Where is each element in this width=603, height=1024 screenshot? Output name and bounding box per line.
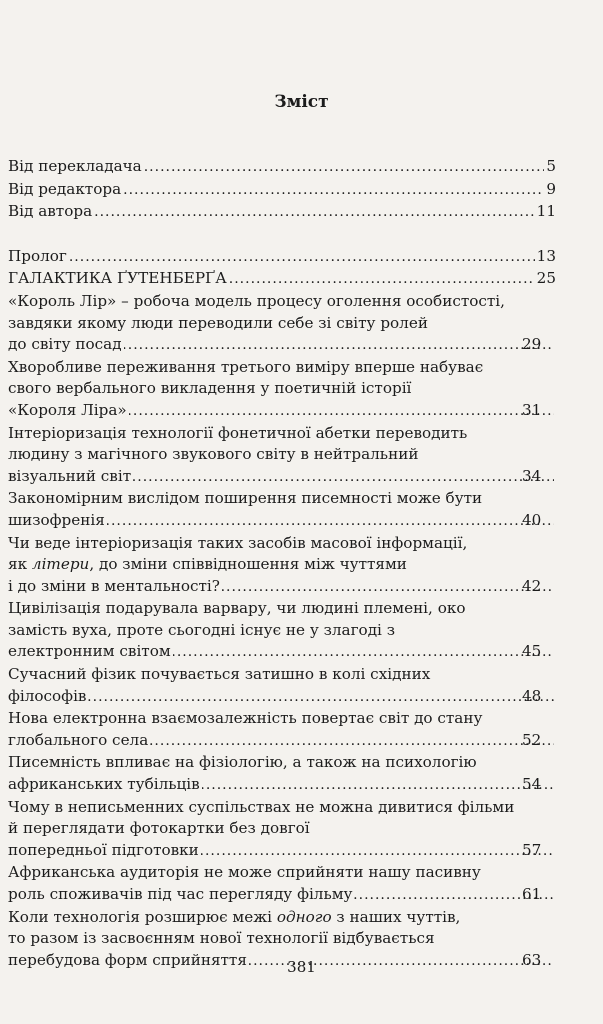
dot-leader	[173, 642, 554, 664]
toc-entry-line: Хворобливе переживання третього виміру вперше набуває	[8, 357, 484, 376]
toc-entry-line: Коли технологія розширює межі одного з наших чуттів,	[8, 907, 461, 926]
toc-entry-last-line: африканських тубільців ..... 54	[42, 774, 556, 797]
toc-entry-last-line	[8, 201, 556, 224]
toc-entry-line: Сучасний фізик почувається затишно в колі східних	[8, 665, 431, 684]
toc-entry	[8, 533, 556, 599]
toc-entry-last-line: попередньої підготовки ..... 57	[42, 840, 556, 863]
toc-entry-title: до світу посад	[8, 335, 122, 354]
toc-entry	[8, 664, 556, 708]
table-of-contents	[8, 156, 556, 972]
toc-entry-line: замість вуха, проте сьогодні існує не у злагоді з	[8, 620, 396, 639]
toc-entry	[8, 201, 556, 224]
toc-entry-line: Нова електронна взаємозалежність повертає світ до стану	[8, 709, 483, 728]
toc-entry-line: то разом із засвоєнням нової технології відбувається	[8, 929, 435, 948]
toc-entry-title: і до зміни в ментальності?	[8, 576, 220, 595]
toc-entry-title: філософів	[8, 686, 87, 705]
toc-entry	[8, 291, 556, 357]
toc-entry-line: свого вербального викладення у поетичній історії	[8, 379, 412, 398]
toc-entry-title: глобального села	[8, 730, 149, 749]
toc-entry-title: роль споживачів під час перегляду фільму	[8, 885, 353, 903]
toc-entry	[8, 156, 556, 179]
toc-entry	[8, 357, 556, 423]
toc-entry-last-line	[8, 246, 556, 269]
toc-entry	[8, 708, 556, 752]
toc-entry-title: Від автора	[8, 202, 93, 221]
dot-leader	[94, 202, 535, 224]
toc-entry-last-line	[8, 156, 556, 179]
toc-entry-last-line: візуальний світ ..... 34	[42, 466, 556, 489]
toc-entry-title: африканських тубільців	[8, 775, 200, 794]
dot-leader	[123, 180, 544, 202]
toc-entry-line: Інтеріоризація технології фонетичної абетки переводить	[8, 423, 468, 442]
toc-entry-title: попередньої підготовки	[8, 840, 199, 859]
toc-entry-line: людину з магічного звукового світу в нейтральний	[8, 445, 419, 464]
toc-entry-title: ГАЛАКТИКА ҐУТЕНБЕРҐА	[8, 269, 227, 288]
toc-entry-last-line	[8, 179, 556, 202]
toc-entry-line: й переглядати фотокартки без довгої	[8, 819, 310, 838]
toc-entry-last-line: роль споживачів під час перегляду фільму ..... 61	[42, 884, 556, 907]
toc-entry-last-line: перебудова форм сприйняття ..... 63	[42, 950, 556, 973]
toc-entry-last-line: до світу посад ..... 29	[42, 334, 556, 357]
toc-entry-line: «Король Лір» – робоча модель процесу оголення особистості,	[8, 291, 505, 310]
toc-entry-last-line: шизофренія ..... 40	[42, 510, 556, 533]
toc-entry-title: візуальний світ	[8, 466, 132, 485]
toc-entry-line: Африканська аудиторія не може сприйняти нашу пасивну	[8, 863, 481, 882]
toc-entry-line: Цивілізація подарувала варвару, чи людині племені, око	[8, 599, 466, 618]
toc-entry-title: перебудова форм сприйняття	[8, 950, 247, 969]
toc-entry-page: 25	[536, 269, 556, 288]
toc-entry	[8, 423, 556, 489]
toc-entry-last-line: філософів ..... 48	[42, 686, 556, 709]
dot-leader	[107, 511, 554, 533]
toc-entry	[8, 797, 556, 863]
toc-entry-page: 9	[546, 179, 556, 198]
toc-entry-title: Від перекладача	[8, 157, 142, 175]
toc-entry-last-line: глобального села ..... 52	[42, 730, 556, 753]
dot-leader	[229, 269, 535, 291]
toc-entry-last-line	[8, 268, 556, 291]
toc-entry	[8, 246, 556, 269]
toc-entry-last-line: електронним світом ..... 45	[42, 641, 556, 664]
dot-leader	[150, 731, 554, 753]
toc-entry	[8, 268, 556, 291]
toc-entry-line: як літери, до зміни співвідношення між чуттями	[8, 555, 407, 574]
toc-entry-title: Пролог	[8, 246, 67, 265]
page-number: 381	[287, 958, 316, 976]
dot-leader	[202, 775, 554, 797]
toc-entry-page: 11	[536, 202, 556, 221]
toc-entry-title: шизофренія	[8, 510, 105, 529]
toc-entry-page: 5	[546, 157, 556, 175]
toc-entry-line: Писемність впливає на фізіологію, а також на психологію	[8, 753, 477, 772]
toc-entry-title: «Короля Ліра»	[8, 400, 127, 419]
toc-entry	[8, 488, 556, 532]
dot-leader	[124, 335, 554, 357]
toc-entry-line: Чому в неписьменних суспільствах не можна дивитися фільми	[8, 797, 515, 816]
dot-leader	[129, 401, 554, 423]
toc-entry-title: Від редактора	[8, 179, 122, 198]
toc-title: Зміст	[274, 92, 329, 112]
toc-entry-line: Чи веде інтеріоризація таких засобів масової інформації,	[8, 533, 468, 552]
toc-entry	[8, 752, 556, 796]
toc-entry-page: 13	[536, 246, 556, 265]
dot-leader	[69, 247, 535, 269]
dot-leader	[133, 467, 554, 489]
dot-leader	[222, 577, 554, 599]
dot-leader	[201, 841, 554, 863]
toc-entry-last-line: «Короля Ліра» ..... 31	[42, 400, 556, 423]
toc-entry	[8, 598, 556, 664]
toc-entry-title: електронним світом	[8, 642, 171, 661]
toc-entry-line: завдяки якому люди переводили себе зі світу ролей	[8, 313, 428, 332]
toc-entry-last-line: і до зміни в ментальності? ..... 42	[42, 576, 556, 599]
dot-leader	[144, 157, 545, 179]
toc-entry	[8, 862, 556, 906]
toc-entry-line: Закономірним вислідом поширення писемності може бути	[8, 489, 483, 508]
dot-leader	[88, 687, 554, 709]
toc-entry	[8, 179, 556, 202]
